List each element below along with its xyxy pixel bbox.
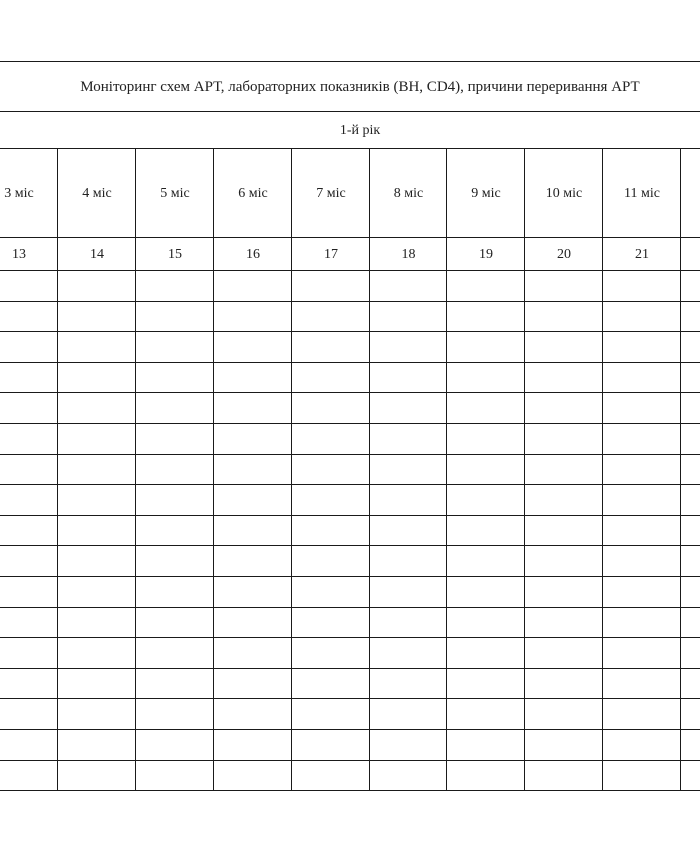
month-header-cell: 8 міс	[393, 185, 424, 201]
month-header-cell: 9 міс	[471, 185, 501, 201]
data-row-divider	[0, 392, 700, 393]
column-number-cell: 13	[12, 246, 26, 262]
data-row-divider	[0, 484, 700, 485]
table-top-border	[0, 61, 700, 62]
data-row-divider	[0, 362, 700, 363]
column-number-cell: 20	[557, 246, 571, 262]
month-header-cell: 6 міс	[238, 185, 268, 201]
data-row-divider	[0, 331, 700, 332]
data-row-divider	[0, 698, 700, 699]
data-row-divider	[0, 668, 700, 669]
month-header-cell: 4 міс	[82, 185, 112, 201]
month-header-cell: 3 міс	[4, 185, 34, 201]
data-row-divider	[0, 607, 700, 608]
data-row-divider	[0, 576, 700, 577]
month-header-cell: 5 міс	[160, 185, 190, 201]
column-number-cell: 16	[246, 246, 260, 262]
year-header: 1-й рік	[339, 122, 381, 138]
column-number-cell: 17	[324, 246, 338, 262]
data-row-divider	[0, 729, 700, 730]
month-header-cell: 10 міс	[545, 185, 583, 201]
title-row-divider	[0, 111, 700, 112]
data-row-divider	[0, 515, 700, 516]
column-number-cell: 18	[401, 246, 416, 262]
table-title: Моніторинг схем АРТ, лабораторних показників (ВН, CD4), причини переривання АРТ	[80, 78, 640, 95]
data-row-divider	[0, 454, 700, 455]
month-header-cell: 7 міс	[316, 185, 346, 201]
month-header-cell: 11 міс	[624, 185, 660, 201]
data-row-divider	[0, 790, 700, 791]
data-row-divider	[0, 301, 700, 302]
data-row-divider	[0, 760, 700, 761]
data-row-divider	[0, 545, 700, 546]
data-row-divider	[0, 637, 700, 638]
column-number-cell: 15	[168, 246, 182, 262]
column-number-cell: 21	[635, 246, 649, 262]
data-row-divider	[0, 423, 700, 424]
column-number-cell: 19	[479, 246, 493, 262]
column-number-cell: 14	[90, 246, 104, 262]
